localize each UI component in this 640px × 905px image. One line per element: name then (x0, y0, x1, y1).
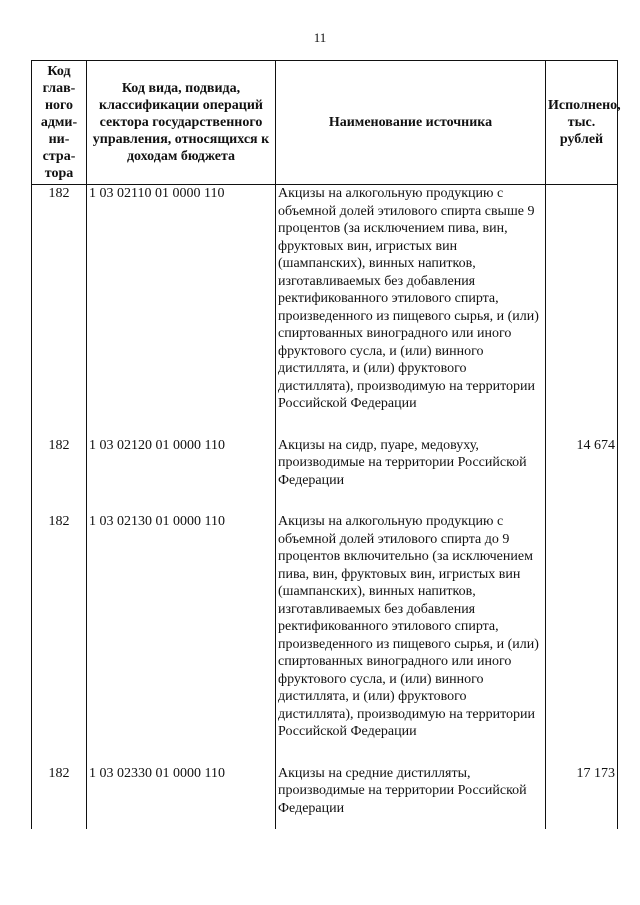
executed-cell (546, 513, 618, 765)
table-row (32, 765, 618, 830)
source-name-cell: Акцизы на алкогольную продукцию с объемной долей этилового спирта свыше 9 процентов (за исключением пива, вин, фруктовых вин, игристых вин (шампанских), винных напитков, изготавливаемых без добавления ректификованного этилового спирта, произведенного из пищевого сырья, и (или) спиртованных виноградного или иного фруктового сусла, и (или) винного дистиллята, и (или) фруктового дистиллята), производимую на территории Российской Федерации (276, 185, 546, 437)
page-number: 11 (313, 30, 327, 45)
classification-code-cell: 1 03 02330 01 0000 110 (87, 765, 276, 830)
header-source-name: Наименование источника (276, 61, 546, 185)
classification-code-cell: 1 03 02110 01 0000 110 (87, 185, 276, 437)
executed-cell: 17 173 (546, 765, 618, 830)
classification-code-cell: 1 03 02120 01 0000 110 (87, 437, 276, 514)
table-header-row (32, 61, 618, 185)
admin-code-cell: 182 (32, 765, 87, 830)
executed-cell (546, 185, 618, 437)
header-classification-code: Код вида, подвида, классификации операций сектора государственного управления, относящихся к доходам бюджета (87, 61, 276, 185)
table-row (32, 437, 618, 514)
table-row (32, 513, 618, 765)
executed-cell: 14 674 (546, 437, 618, 514)
revenue-table (31, 60, 621, 829)
source-name-cell: Акцизы на средние дистилляты, производимые на территории Российской Федерации (276, 765, 546, 830)
admin-code-cell: 182 (32, 437, 87, 514)
source-name-cell: Акцизы на сидр, пуаре, медовуху, производимые на территории Российской Федерации (276, 437, 546, 514)
classification-code-cell: 1 03 02130 01 0000 110 (87, 513, 276, 765)
source-name-cell: Акцизы на алкогольную продукцию с объемной долей этилового спирта до 9 процентов включительно (за исключением пива, вин, фруктовых вин, игристых вин (шампанских), винных напитков, изготавливаемых без добавления ректификованного этилового спирта, произведенного из пищевого сырья, и (или) спиртованных виноградного или иного фруктового сусла, и (или) винного дистиллята, и (или) фруктового дистиллята), производимую на территории Российской Федерации (276, 513, 546, 765)
header-admin-code: Код глав-ного адми-ни-стра-тора (32, 61, 87, 185)
header-executed: Исполнено, тыс. рублей (546, 61, 618, 185)
table-row (32, 185, 618, 437)
admin-code-cell: 182 (32, 513, 87, 765)
admin-code-cell: 182 (32, 185, 87, 437)
